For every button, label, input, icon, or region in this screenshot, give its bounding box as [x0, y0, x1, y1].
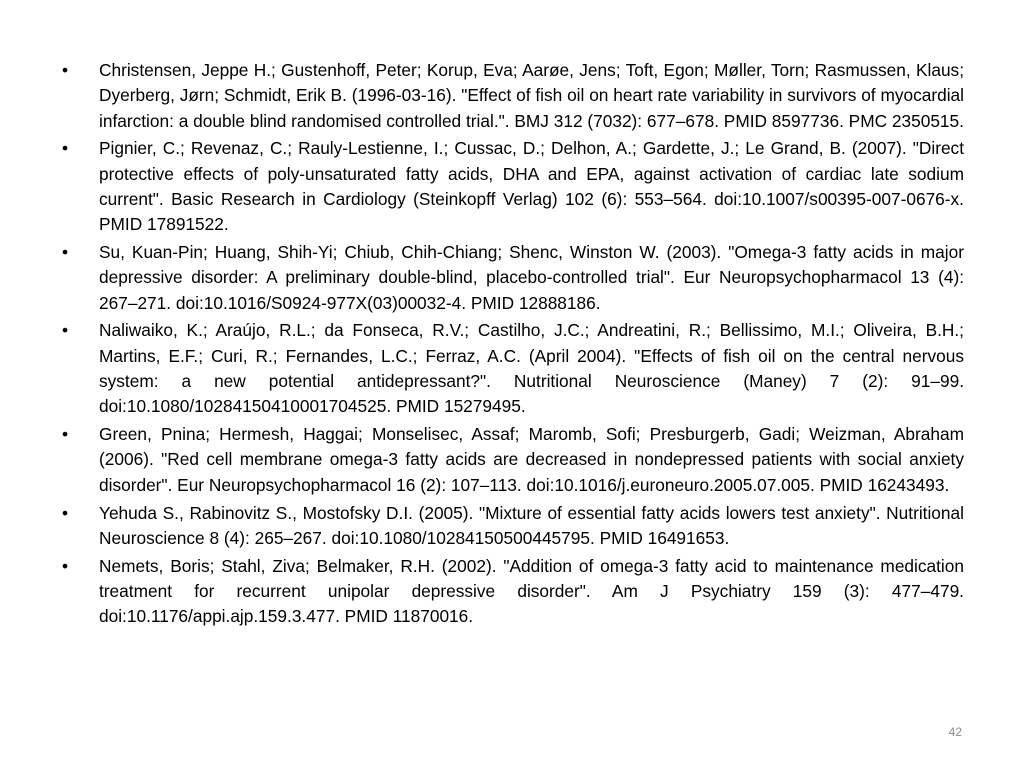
page-number: 42 [948, 725, 962, 739]
bullet-icon: • [62, 555, 69, 576]
reference-text: Naliwaiko, K.; Araújo, R.L.; da Fonseca, R.V.; Castilho, J.C.; Andreatini, R.; Bellissimo, M.I.; Oliveira, B.H.; Martins, E.F.; Curi, R.; Fernandes, L.C.; Ferraz, A.C. (April 2004). "Effects of fish oil on the central nervous system: a new potential antidepressant?". Nutritional Neuroscience (Maney) 7 (2): 91–99. doi:10.1080/10284150410001704525. PMID 15279495. [99, 320, 964, 417]
bullet-icon: • [62, 242, 69, 263]
bullet-icon: • [62, 424, 69, 445]
reference-item [62, 554, 964, 630]
reference-text: Yehuda S., Rabinovitz S., Mostofsky D.I. (2005). "Mixture of essential fatty acids lowers test anxiety". Nutritional Neuroscience 8 (4): 265–267. doi:10.1080/10284150500445795. PMID 16491653. [99, 502, 964, 548]
reference-item [62, 501, 964, 552]
reference-text: Pignier, C.; Revenaz, C.; Rauly-Lestienne, I.; Cussac, D.; Delhon, A.; Gardette, J.; Le Grand, B. (2007). "Direct protective effects of poly-unsaturated fatty acids, DHA and EPA, against activation of cardiac late sodium current". Basic Research in Cardiology (Steinkopff Verlag) 102 (6): 553–564. doi:10.1007/s00395-007-0676-x. PMID 17891522. [99, 138, 964, 235]
bullet-icon: • [62, 502, 69, 523]
reference-text: Green, Pnina; Hermesh, Haggai; Monselisec, Assaf; Maromb, Sofi; Presburgerb, Gadi; Weizman, Abraham (2006). "Red cell membrane omega-3 fatty acids are decreased in nondepressed patients with social anxiety disorder". Eur Neuropsychopharmacol 16 (2): 107–113. doi:10.1016/j.euroneuro.2005.07.005. PMID 16243493. [99, 424, 964, 495]
reference-list [62, 58, 964, 632]
bullet-icon: • [62, 138, 69, 159]
reference-item [62, 318, 964, 419]
reference-text: Nemets, Boris; Stahl, Ziva; Belmaker, R.H. (2002). "Addition of omega-3 fatty acid to maintenance medication treatment for recurrent unipolar depressive disorder". Am J Psychiatry 159 (3): 477–479. doi:10.1176/appi.ajp.159.3.477. PMID 11870016. [99, 555, 964, 627]
bullet-icon: • [62, 60, 69, 80]
reference-text: Su, Kuan-Pin; Huang, Shih-Yi; Chiub, Chih-Chiang; Shenc, Winston W. (2003). "Omega-3 fatty acids in major depressive disorder: A preliminary double-blind, placebo-controlled trial". Eur Neuropsychopharmacol 13 (4): 267–271. doi:10.1016/S0924-977X(03)00032-4. PMID 12888186. [99, 242, 964, 313]
reference-item [62, 58, 964, 134]
bullet-icon: • [62, 320, 69, 341]
reference-item [62, 422, 964, 498]
reference-item [62, 240, 964, 316]
reference-item [62, 136, 964, 237]
reference-text: Christensen, Jeppe H.; Gustenhoff, Peter; Korup, Eva; Aarøe, Jens; Toft, Egon; Møller, Torn; Rasmussen, Klaus; Dyerberg, Jørn; Schmidt, Erik B. (1996-03-16). "Effect of fish oil on heart rate variability in survivors of myocardial infarction: a double blind randomised controlled trial.". BMJ 312 (7032): 677–678. PMID 8597736. PMC 2350515. [99, 60, 964, 131]
